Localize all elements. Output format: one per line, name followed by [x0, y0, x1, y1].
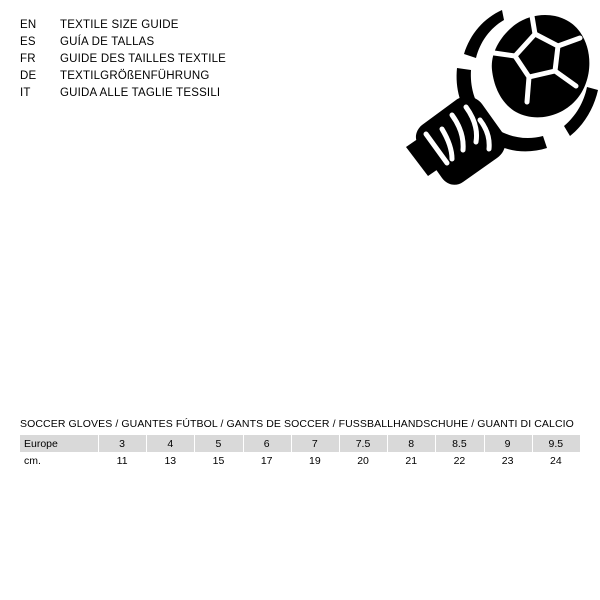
- language-legend: [20, 17, 280, 102]
- legend-row: [20, 17, 280, 34]
- column-separator: [243, 435, 244, 452]
- table-cell: 11: [98, 452, 146, 469]
- size-chart-title: SOCCER GLOVES / GUANTES FÚTBOL / GANTS DE SOCCER / FUSSBALLHANDSCHUHE / GUANTI DI CALCIO: [20, 418, 574, 430]
- legend-row: [20, 85, 280, 102]
- size-chart: [20, 418, 580, 469]
- legend-language-code: IT: [20, 87, 31, 99]
- legend-language-code: DE: [20, 70, 37, 82]
- table-cell: 4: [146, 435, 194, 452]
- table-cell: 22: [435, 452, 483, 469]
- table-cell: 20: [339, 452, 387, 469]
- column-separator: [387, 435, 388, 452]
- column-separator: [146, 435, 147, 452]
- table-cell: 15: [194, 452, 242, 469]
- legend-row: [20, 51, 280, 68]
- table-cell: 7: [291, 435, 339, 452]
- table-cell: 8.5: [435, 435, 483, 452]
- table-cell: 7.5: [339, 435, 387, 452]
- legend-language-text: GUIDA ALLE TAGLIE TESSILI: [60, 87, 221, 99]
- column-separator: [98, 435, 99, 452]
- table-cell: 8: [387, 435, 435, 452]
- table-cell: 3: [98, 435, 146, 452]
- legend-row: [20, 68, 280, 85]
- legend-language-text: GUÍA DE TALLAS: [60, 36, 155, 48]
- table-row: [20, 435, 580, 452]
- column-separator: [194, 435, 195, 452]
- legend-language-code: FR: [20, 53, 36, 65]
- table-cell: 24: [532, 452, 580, 469]
- table-cell: 17: [243, 452, 291, 469]
- row-label: Europe: [20, 435, 98, 452]
- table-cell: 9: [484, 435, 532, 452]
- table-row: [20, 452, 580, 469]
- column-separator: [435, 435, 436, 452]
- legend-row: [20, 34, 280, 51]
- legend-language-text: GUIDE DES TAILLES TEXTILE: [60, 53, 227, 65]
- legend-language-text: TEXTILE SIZE GUIDE: [60, 19, 179, 31]
- row-label: cm.: [20, 452, 98, 469]
- column-separator: [339, 435, 340, 452]
- glove-ball-illustration: [398, 8, 598, 193]
- legend-language-code: EN: [20, 19, 37, 31]
- column-separator: [291, 435, 292, 452]
- table-cell: 23: [484, 452, 532, 469]
- table-cell: 21: [387, 452, 435, 469]
- column-separator: [532, 435, 533, 452]
- table-cell: 13: [146, 452, 194, 469]
- legend-language-text: TEXTILGRÖßENFÜHRUNG: [60, 70, 210, 82]
- size-table: [20, 435, 580, 469]
- table-cell: 9.5: [532, 435, 580, 452]
- table-cell: 19: [291, 452, 339, 469]
- column-separator: [484, 435, 485, 452]
- legend-language-code: ES: [20, 36, 36, 48]
- table-cell: 5: [194, 435, 242, 452]
- table-cell: 6: [243, 435, 291, 452]
- soccer-glove-icon: [398, 8, 598, 193]
